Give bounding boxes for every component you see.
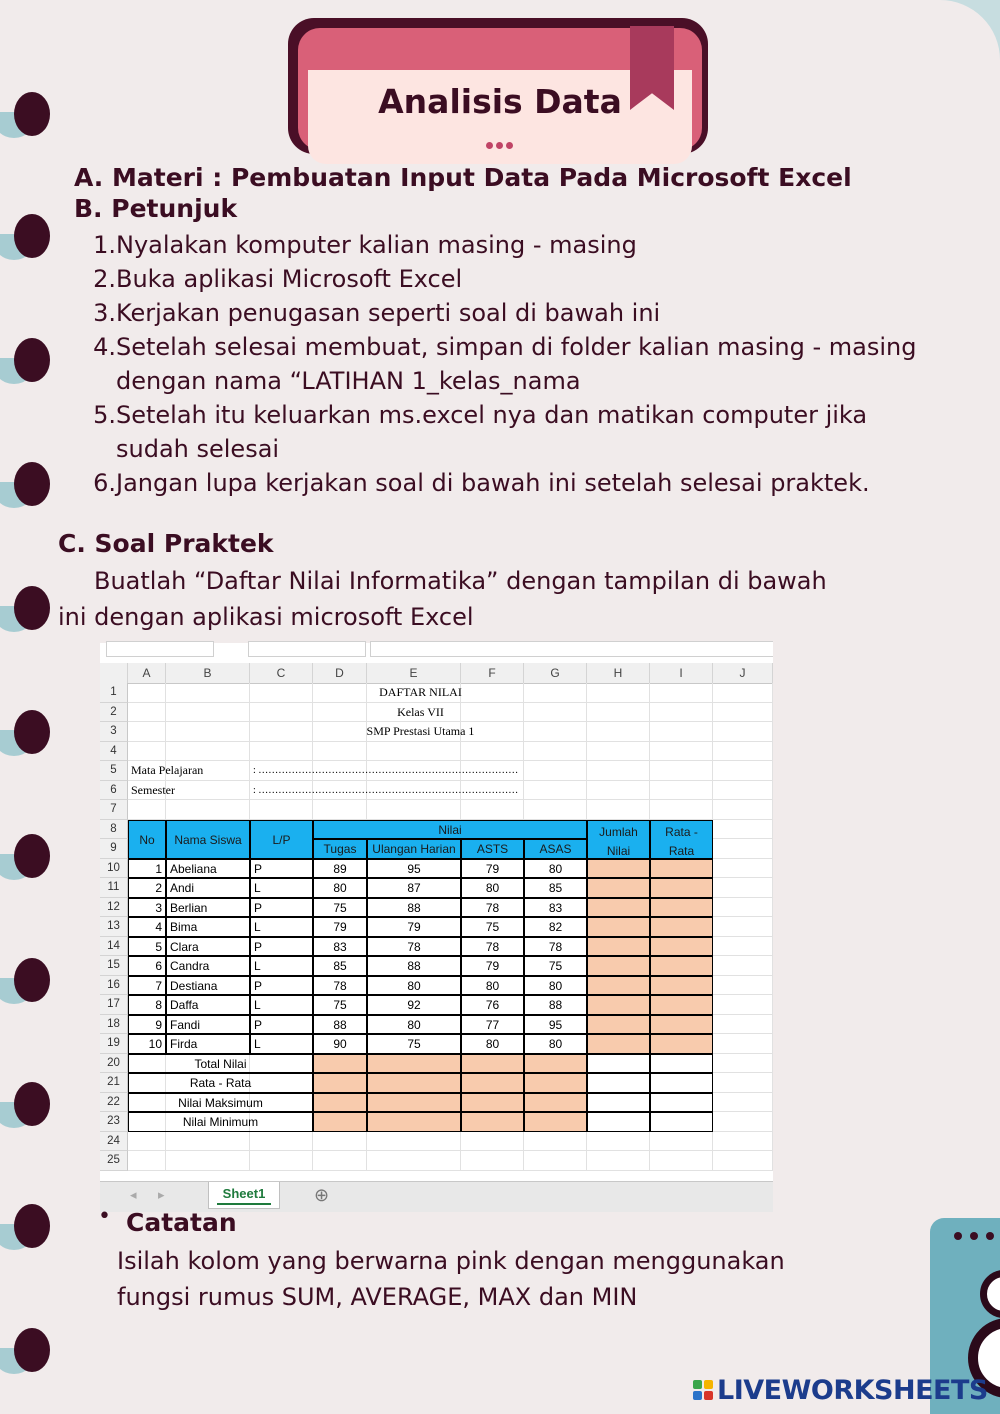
cell-ulangan[interactable]: 88 [367,898,461,918]
summary-input[interactable] [461,1112,524,1132]
cell-asts[interactable]: 75 [461,917,524,937]
cell-asas[interactable]: 80 [524,976,587,996]
cell-no[interactable]: 8 [128,995,166,1015]
cell-nama[interactable]: Destiana [166,976,250,996]
cell-nama[interactable]: Berlian [166,898,250,918]
header-rata-rata[interactable] [650,820,713,859]
grid-cell[interactable] [524,1151,587,1171]
row-header[interactable]: 16 [100,976,128,996]
cell-jumlah-input[interactable] [587,1015,650,1035]
petunjuk-number: 5. [93,401,116,429]
grid-cell[interactable] [524,742,587,762]
summary-label[interactable]: Total Nilai [128,1054,313,1074]
grid-cell[interactable] [313,800,367,820]
cell-asas[interactable]: 80 [524,859,587,879]
excel-spreadsheet [100,643,773,1211]
tab-scroll-left-icon[interactable]: ◂ [130,1187,137,1202]
grid-cell[interactable] [367,1132,461,1152]
cell-ulangan[interactable]: 75 [367,1034,461,1054]
petunjuk-item [88,466,948,500]
grid-cell[interactable] [713,1112,773,1132]
grid-cell[interactable] [524,761,587,781]
summary-blank[interactable] [587,1093,650,1113]
semester-value[interactable]: : …………………………………………………………………… [253,784,519,796]
cell-jumlah-input[interactable] [587,917,650,937]
grid-cell[interactable] [713,917,773,937]
grid-cell[interactable] [313,1151,367,1171]
grid-cell[interactable] [713,1015,773,1035]
grid-cell[interactable] [713,1073,773,1093]
add-sheet-icon[interactable]: ⊕ [314,1185,330,1205]
summary-blank[interactable] [650,1112,713,1132]
cell-asas[interactable]: 85 [524,878,587,898]
section-c-heading: C. Soal Praktek [58,529,274,558]
grid-cell[interactable] [128,1151,166,1171]
grid-cell[interactable] [650,800,713,820]
cell-tugas[interactable]: 83 [313,937,367,957]
cell-tugas[interactable]: 79 [313,917,367,937]
summary-blank[interactable] [650,1054,713,1074]
cell-ulangan[interactable]: 95 [367,859,461,879]
grid-cell[interactable] [713,1093,773,1113]
grid-cell[interactable] [166,1132,250,1152]
summary-input[interactable] [461,1073,524,1093]
row-header[interactable]: 20 [100,1054,128,1074]
row-header[interactable]: 5 [100,761,128,781]
column-headers [100,663,773,684]
brand-text: LIVEWORKSHEETS [717,1374,988,1406]
grid-cell[interactable] [367,742,461,762]
petunjuk-text: Buka aplikasi Microsoft Excel [116,265,463,293]
grid-cell[interactable] [250,1132,313,1152]
row-header[interactable]: 18 [100,1015,128,1035]
cell-no[interactable]: 6 [128,956,166,976]
cell-tugas[interactable]: 85 [313,956,367,976]
header-jumlah-line2: Nilai [606,843,631,858]
header-lp[interactable]: L/P [250,820,313,859]
grid-cell[interactable] [713,878,773,898]
cell-asts[interactable]: 78 [461,898,524,918]
soal-text-line2: ini dengan aplikasi microsoft Excel [58,603,474,631]
cell-asts[interactable]: 77 [461,1015,524,1035]
grid-cell[interactable] [713,800,773,820]
grid-cell[interactable] [587,742,650,762]
cell-jumlah-input[interactable] [587,898,650,918]
cell-ulangan[interactable]: 80 [367,1015,461,1035]
header-nama-siswa[interactable]: Nama Siswa [166,820,250,859]
grid-cell[interactable] [250,800,313,820]
cell-rata-input[interactable] [650,1015,713,1035]
row-header[interactable]: 11 [100,878,128,898]
grid-cell[interactable] [128,742,166,762]
section-a-heading: A. Materi : Pembuatan Input Data Pada Microsoft Excel [74,163,852,192]
cell-tugas[interactable]: 75 [313,995,367,1015]
petunjuk-text: Setelah selesai membuat, simpan di folder kalian masing - masing dengan nama “LATIHAN 1_kelas_nama [116,333,917,395]
column-header[interactable]: F [461,663,524,683]
summary-input[interactable] [461,1054,524,1074]
page-title: Analisis Data [378,82,622,121]
grid-cell[interactable] [650,742,713,762]
cell-rata-input[interactable] [650,956,713,976]
cell-asas[interactable]: 88 [524,995,587,1015]
cell-jumlah-input[interactable] [587,859,650,879]
column-header[interactable]: E [367,663,461,683]
row-header[interactable]: 21 [100,1073,128,1093]
grid-cell[interactable] [587,800,650,820]
row-header[interactable]: 13 [100,917,128,937]
summary-label[interactable]: Nilai Minimum [128,1112,313,1132]
summary-input[interactable] [524,1054,587,1074]
catatan-line2: fungsi rumus SUM, AVERAGE, MAX dan MIN [117,1283,638,1311]
binder-ring [0,832,58,882]
row-header[interactable]: 9 [100,839,128,859]
cell-ulangan[interactable]: 78 [367,937,461,957]
catatan-line1: Isilah kolom yang berwarna pink dengan menggunakan [117,1247,785,1275]
cell-lp[interactable]: P [250,859,313,879]
cell-nama[interactable]: Clara [166,937,250,957]
summary-input[interactable] [524,1112,587,1132]
header-jumlah-nilai[interactable] [587,820,650,859]
grid-cell[interactable] [713,937,773,957]
cell-tugas[interactable]: 80 [313,878,367,898]
tab-sheet1[interactable]: Sheet1 [208,1182,280,1209]
cell-asas[interactable]: 83 [524,898,587,918]
semester-label[interactable]: Semester [131,782,175,797]
sheet-title[interactable]: DAFTAR NILAI [379,685,462,699]
sheet-subtitle-class[interactable]: Kelas VII [397,704,444,719]
cell-rata-input[interactable] [650,976,713,996]
header-jumlah-line1: Jumlah [599,824,638,839]
row-header[interactable]: 19 [100,1034,128,1054]
grid-cell[interactable] [461,742,524,762]
grid-cell[interactable] [713,722,773,742]
petunjuk-item [88,398,948,466]
cell-jumlah-input[interactable] [587,956,650,976]
grid-cell[interactable] [713,995,773,1015]
cell-nama[interactable]: Abeliana [166,859,250,879]
cell-jumlah-input[interactable] [587,937,650,957]
cell-asts[interactable]: 79 [461,859,524,879]
grid-cell[interactable] [313,742,367,762]
cell-no[interactable]: 2 [128,878,166,898]
cell-jumlah-input[interactable] [587,878,650,898]
cell-rata-input[interactable] [650,859,713,879]
cell-rata-input[interactable] [650,1034,713,1054]
cell-asts[interactable]: 80 [461,976,524,996]
cell-nama[interactable]: Andi [166,878,250,898]
cell-asts[interactable]: 80 [461,1034,524,1054]
summary-input[interactable] [313,1093,367,1113]
grid-cell[interactable] [713,761,773,781]
petunjuk-item [88,262,948,296]
petunjuk-text: Kerjakan penugasan seperti soal di bawah ini [116,299,661,327]
grid-cell[interactable] [128,1132,166,1152]
grid-cell[interactable] [713,1034,773,1054]
column-header[interactable]: C [250,663,313,683]
cell-tugas[interactable]: 89 [313,859,367,879]
cell-no[interactable]: 5 [128,937,166,957]
grid-cell[interactable] [250,742,313,762]
formula-bar [100,643,773,663]
cell-nama[interactable]: Fandi [166,1015,250,1035]
cell-no[interactable]: 9 [128,1015,166,1035]
header-rata-line2: Rata [668,843,695,858]
grid-cell[interactable] [587,761,650,781]
grid-cell[interactable] [713,1151,773,1171]
cell-asts[interactable]: 80 [461,878,524,898]
row-header[interactable]: 12 [100,898,128,918]
cell-asts[interactable]: 79 [461,956,524,976]
grid-cell[interactable] [650,781,713,801]
summary-input[interactable] [313,1112,367,1132]
grid-cell[interactable] [367,800,461,820]
grid-cell[interactable] [713,781,773,801]
cell-asas[interactable]: 80 [524,1034,587,1054]
row-header[interactable]: 14 [100,937,128,957]
cell-ulangan[interactable]: 92 [367,995,461,1015]
cell-lp[interactable]: L [250,917,313,937]
row-header[interactable]: 17 [100,995,128,1015]
column-header[interactable]: A [128,663,166,683]
grid-cell[interactable] [250,1151,313,1171]
cell-lp[interactable]: L [250,995,313,1015]
summary-input[interactable] [313,1054,367,1074]
grid-cell[interactable] [713,1054,773,1074]
cell-asts[interactable]: 76 [461,995,524,1015]
summary-input[interactable] [367,1073,461,1093]
cell-nama[interactable]: Daffa [166,995,250,1015]
soal-text-line1: Buatlah “Daftar Nilai Informatika” dengan tampilan di bawah [94,567,827,595]
row-header[interactable]: 1 [100,683,128,703]
row-header[interactable]: 7 [100,800,128,820]
grid-cell[interactable] [650,1132,713,1152]
cell-no[interactable]: 7 [128,976,166,996]
tab-scroll-right-icon[interactable]: ▸ [158,1187,165,1202]
summary-blank[interactable] [650,1093,713,1113]
grid-cell[interactable] [587,1151,650,1171]
summary-blank[interactable] [587,1073,650,1093]
header-ulangan-harian[interactable]: Ulangan Harian [367,839,461,859]
row-header[interactable]: 2 [100,703,128,723]
header-asts[interactable]: ASTS [461,839,524,859]
row-header[interactable]: 23 [100,1112,128,1132]
petunjuk-number: 4. [93,333,116,361]
cell-rata-input[interactable] [650,995,713,1015]
cell-ulangan[interactable]: 80 [367,976,461,996]
cell-jumlah-input[interactable] [587,976,650,996]
binder-ring [0,1326,58,1376]
grid-cell[interactable] [650,761,713,781]
column-header[interactable]: I [650,663,713,683]
summary-label[interactable]: Nilai Maksimum [128,1093,313,1113]
summary-input[interactable] [524,1073,587,1093]
cell-asas[interactable]: 95 [524,1015,587,1035]
petunjuk-item [88,296,948,330]
grid-cell[interactable] [313,1132,367,1152]
summary-input[interactable] [461,1093,524,1113]
select-all-corner[interactable] [100,663,128,683]
grid-cell[interactable] [524,781,587,801]
column-header[interactable]: J [713,663,773,683]
dots-decoration [486,134,526,142]
cell-no[interactable]: 1 [128,859,166,879]
cell-asas[interactable]: 78 [524,937,587,957]
cell-lp[interactable]: P [250,898,313,918]
petunjuk-text: Setelah itu keluarkan ms.excel nya dan matikan computer jika sudah selesai [116,401,868,463]
cell-lp[interactable]: L [250,878,313,898]
cell-nama[interactable]: Firda [166,1034,250,1054]
cell-ulangan[interactable]: 79 [367,917,461,937]
summary-blank[interactable] [587,1054,650,1074]
cell-tugas[interactable]: 88 [313,1015,367,1035]
liveworksheets-logo [693,1374,988,1406]
catatan-heading: Catatan [126,1208,237,1237]
row-header[interactable]: 24 [100,1132,128,1152]
grid-cell[interactable] [713,742,773,762]
grid-cell[interactable] [461,800,524,820]
row-header[interactable]: 10 [100,859,128,879]
cell-tugas[interactable]: 90 [313,1034,367,1054]
summary-blank[interactable] [587,1112,650,1132]
mata-pelajaran-value[interactable]: : …………………………………………………………………… [253,765,519,776]
grid-cell[interactable] [713,683,773,703]
grid-cell[interactable] [587,781,650,801]
summary-input[interactable] [313,1073,367,1093]
row-header[interactable]: 4 [100,742,128,762]
grid-cell[interactable] [713,859,773,879]
mata-pelajaran-label[interactable]: Mata Pelajaran [131,763,204,777]
binder-ring [0,708,58,758]
grid-cell[interactable] [713,703,773,723]
header-rata-line1: Rata - [665,824,698,839]
sheet-subtitle-school[interactable]: SMP Prestasi Utama 1 [366,724,475,738]
grid-cell[interactable] [587,1132,650,1152]
cell-rata-input[interactable] [650,937,713,957]
grid-cell[interactable] [713,976,773,996]
header-nilai[interactable]: Nilai [313,820,587,840]
cell-nama[interactable]: Bima [166,917,250,937]
cell-no[interactable]: 10 [128,1034,166,1054]
summary-input[interactable] [367,1093,461,1113]
grid-cell[interactable] [650,1151,713,1171]
column-header[interactable]: G [524,663,587,683]
liveworksheets-logo-icon [693,1380,713,1400]
grid-cell[interactable] [713,820,773,840]
cell-no[interactable]: 4 [128,917,166,937]
cell-asas[interactable]: 82 [524,917,587,937]
binder-ring [0,336,58,386]
summary-input[interactable] [524,1093,587,1113]
header-tugas[interactable]: Tugas [313,839,367,859]
grid-cell[interactable] [367,1151,461,1171]
grid-cell[interactable] [524,1132,587,1152]
petunjuk-number: 2. [93,265,116,293]
cell-rata-input[interactable] [650,898,713,918]
row-header[interactable]: 3 [100,722,128,742]
row-header[interactable]: 22 [100,1093,128,1113]
cell-asts[interactable]: 78 [461,937,524,957]
summary-blank[interactable] [650,1073,713,1093]
column-header[interactable]: B [166,663,250,683]
petunjuk-number: 3. [93,299,116,327]
row-header[interactable]: 25 [100,1151,128,1171]
cell-asas[interactable]: 75 [524,956,587,976]
cell-jumlah-input[interactable] [587,1034,650,1054]
header-no[interactable]: No [128,820,166,859]
cell-lp[interactable]: P [250,1015,313,1035]
cell-lp[interactable]: L [250,1034,313,1054]
row-header[interactable]: 6 [100,781,128,801]
column-header[interactable]: H [587,663,650,683]
binder-ring [0,460,58,510]
cell-tugas[interactable]: 75 [313,898,367,918]
cell-rata-input[interactable] [650,878,713,898]
row-header[interactable]: 8 [100,820,128,840]
binder-ring [0,956,58,1006]
cell-tugas[interactable]: 78 [313,976,367,996]
bullet-icon: • [98,1204,111,1229]
petunjuk-number: 1. [93,231,116,259]
petunjuk-text: Jangan lupa kerjakan soal di bawah ini setelah selesai praktek. [116,469,870,497]
grid-cell[interactable] [166,1151,250,1171]
title-banner [288,12,712,154]
grid-cell[interactable] [713,839,773,859]
summary-input[interactable] [367,1054,461,1074]
row-header[interactable]: 15 [100,956,128,976]
binder-ring [0,212,58,262]
binder-ring [0,584,58,634]
grid-cell[interactable] [166,800,250,820]
cell-lp[interactable]: L [250,956,313,976]
cell-jumlah-input[interactable] [587,995,650,1015]
binder-ring [0,1202,58,1252]
grid-cell[interactable] [166,742,250,762]
cell-no[interactable]: 3 [128,898,166,918]
grid-cell[interactable] [461,1132,524,1152]
petunjuk-item [88,228,948,262]
cell-lp[interactable]: P [250,937,313,957]
grid-cell[interactable] [713,956,773,976]
cell-ulangan[interactable]: 87 [367,878,461,898]
cell-ulangan[interactable]: 88 [367,956,461,976]
cell-rata-input[interactable] [650,917,713,937]
grid-cell[interactable] [524,800,587,820]
grid-cell[interactable] [461,1151,524,1171]
grid-cell[interactable] [713,1132,773,1152]
summary-input[interactable] [367,1112,461,1132]
grid-cell[interactable] [128,800,166,820]
petunjuk-text: Nyalakan komputer kalian masing - masing [116,231,637,259]
petunjuk-number: 6. [93,469,116,497]
binder-ring [0,90,58,140]
grid-cell[interactable] [713,898,773,918]
petunjuk-item [88,330,948,398]
binder-ring [0,1080,58,1130]
cell-lp[interactable]: P [250,976,313,996]
section-b-heading: B. Petunjuk [74,194,238,223]
column-header[interactable]: D [313,663,367,683]
cell-nama[interactable]: Candra [166,956,250,976]
summary-label[interactable]: Rata - Rata [128,1073,313,1093]
header-asas[interactable]: ASAS [524,839,587,859]
